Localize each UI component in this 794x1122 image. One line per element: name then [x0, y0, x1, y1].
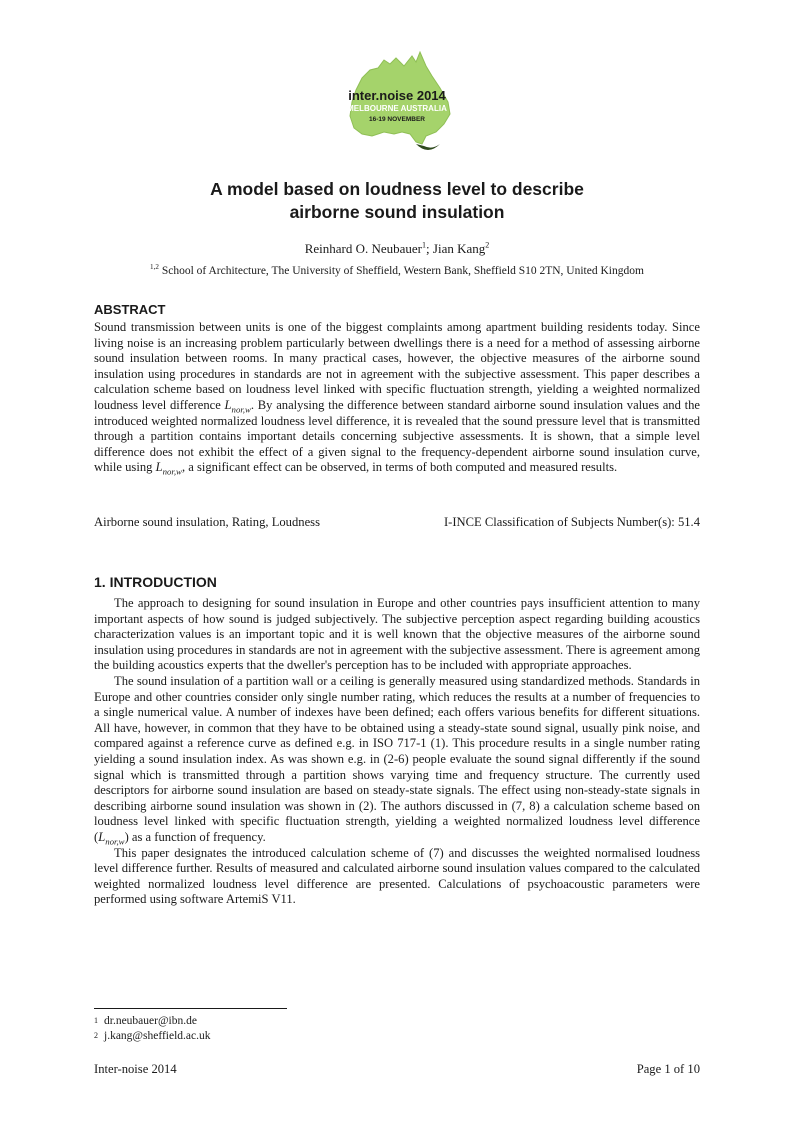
paper-title [94, 178, 700, 224]
section-heading: 1. INTRODUCTION [94, 574, 217, 590]
footnote-email: dr.neubauer@ibn.de [104, 1015, 197, 1027]
logo-line2: MELBOURNE AUSTRALIA [347, 104, 447, 113]
boomerang-icon [416, 144, 440, 150]
title-line1: A model based on loudness level to describe [210, 179, 584, 199]
paragraph: The sound insulation of a partition wall or a ceiling is generally measured using standardized methods. Standards in Europe and other countries consider only single number rating, which reduces the results at a number of frequencies to a single numerical value. A number of indexes have been defined; each offers various benefits for different situations. All have, however, in common that they have to be obtained using a steady-state sound signal, usually pink noise, and compared against a reference curve as defined e.g. in ISO 717-1 (1). This procedure results in a single number rating yielding a sound insulation index. As was shown e.g. in (2-6) people evaluate the sound signal differently if the sound signal which is transmitted through a partition shows varying time and frequency structure. The currently used descriptors for airborne sound insulation are based on steady-state signals. The effect using non-steady-state signals in describing airborne sound insulation was shown in (2). The authors discussed in (7, 8) a calculation scheme based on loudness level linked with specific fluctuation strength, yielding a weighted normalized loudness level difference $(L_{nor,w})$ as a function of frequency. [94, 673, 700, 847]
intro-text [94, 596, 700, 908]
affiliation-text: School of Architecture, The University of Sheffield, Western Bank, Sheffield S10 2TN, United Kingdom [158, 265, 644, 277]
footnotes [94, 1014, 211, 1043]
abstract-part1: Sound transmission between units is one of the biggest complaints among apartment building residents today. Since living noise is an increasing problem particularly between dwellings there is a need for a method of assessing airborne sound insulation between rooms. In many practical cases, however, the objective measures of the airborne sound insulation using procedures in standards are not in agreement with the subjective assessment. This paper describes a calculation scheme based on loudness level linked with specific fluctuation strength, yielding a weighted normalized loudness level difference [94, 320, 700, 412]
footnote: $^2$ j.kang@sheffield.ac.uk [94, 1029, 211, 1042]
author-list [94, 241, 700, 257]
page-number: Page 1 of 10 [636, 1062, 700, 1076]
conference-logo [332, 48, 462, 160]
logo-line1: inter.noise 2014 [348, 88, 446, 103]
paragraph: This paper designates the introduced calculation scheme of (7) and discusses the weighted normalised loudness level difference further. Results of measured and calculated airborne sound insulation values compared to the calculated weighted normalized loudness level difference are presented. Calculations of psychoacoustic parameters were performed using software ArtemiS V11. [94, 845, 700, 907]
author-separator: ; [426, 241, 433, 256]
author-mark: 1 [422, 240, 427, 250]
affiliation-mark: 1,2 [150, 263, 159, 272]
author-mark: 2 [485, 240, 490, 250]
keywords: Airborne sound insulation, Rating, Loudness [94, 515, 320, 529]
abstract-part2: . By analysing the difference between standard airborne sound insulation values and the introduced weighted normalized loudness level difference, it is revealed that the sound pressure level that is transmitted through a partition contains important details concerning subjective assessments. It is shown, that a simple level difference does not exhibit the effect of a given signal to the frequency-dependent airborne sound insulation curve, while using [94, 397, 700, 475]
abstract-heading: ABSTRACT [94, 302, 166, 317]
footnote-email: j.kang@sheffield.ac.uk [104, 1029, 211, 1042]
footnote-divider [94, 1008, 287, 1009]
footer-conference: Inter-noise 2014 [94, 1062, 177, 1076]
symbol: $L_{nor,w}$ [98, 829, 125, 847]
classification: I-INCE Classification of Subjects Number(s): 51.4 [443, 515, 700, 529]
author-name: Reinhard O. Neubauer [304, 241, 423, 256]
logo-line3: 16-19 NOVEMBER [369, 116, 425, 123]
paragraph: The approach to designing for sound insulation in Europe and other countries pays insufficient attention to many important aspects of how sound is judged subjectively. The subjective perception aspect regarding building acoustics characterization values is an important topic and it is well known that the objective measures of the airborne sound insulation using procedures in standards are not in agreement with the subjective assessment. There is agreement among the building acoustics experts that the dweller's perception has to be included with appropriate approaches. [94, 596, 700, 673]
footnote: $^1$ dr.neubauer@ibn.de [94, 1015, 197, 1027]
symbol: $L_{nor,w}$ [224, 397, 251, 415]
author-name: Jian Kang [432, 241, 486, 256]
symbol: $L_{nor,w}$ [155, 460, 182, 477]
abstract-part3: , a significant effect can be observed, in terms of both computed and measured results. [181, 460, 618, 475]
affiliation [94, 264, 700, 278]
title-line2: airborne sound insulation [289, 202, 505, 222]
abstract-text [94, 320, 700, 476]
